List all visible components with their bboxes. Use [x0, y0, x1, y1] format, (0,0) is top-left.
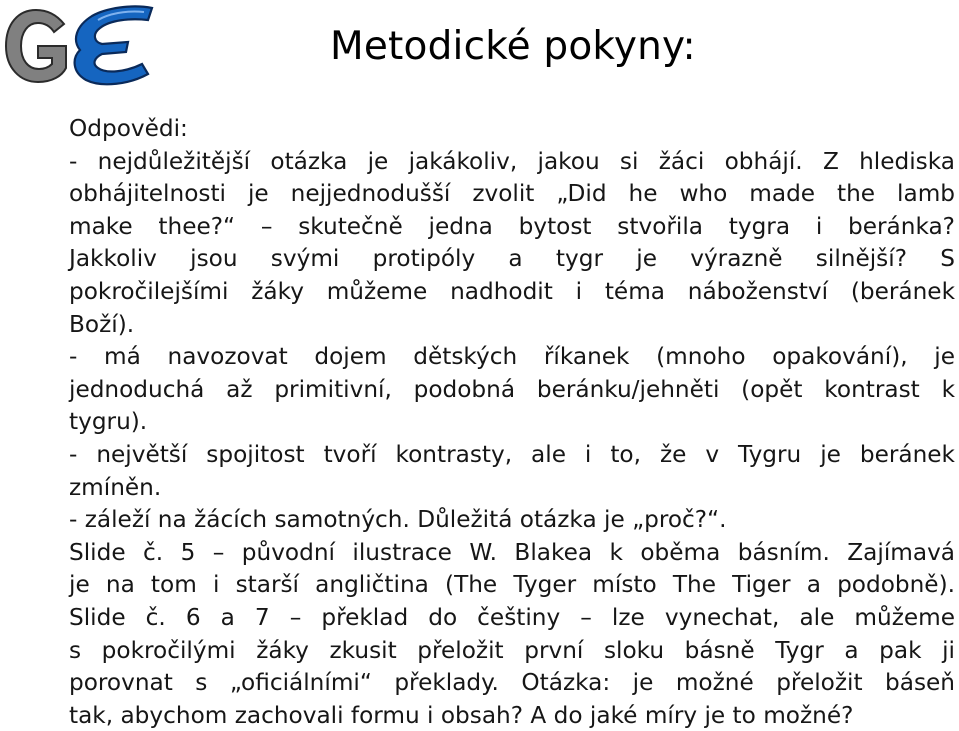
- body-text-line: tygru).: [69, 408, 148, 436]
- body-text-line: - záleží na žácích samotných. Důležitá otázka je „proč?“.: [69, 506, 727, 534]
- body-text-line: Boží).: [69, 310, 135, 338]
- body-text-line: Slide č. 5 – původní ilustrace W. Blakea k oběma básním. Zajímavá: [69, 538, 955, 566]
- logo-letter-g: [6, 10, 66, 82]
- body-text-line: - nejdůležitější otázka je jakákoliv, jakou si žáci obhájí. Z hlediska: [69, 147, 955, 175]
- body-text-line: obhájitelnosti je nejjednodušší zvolit „Did he who made the lamb: [69, 180, 955, 208]
- body-text-line: - největší spojitost tvoří kontrasty, ale i to, že v Tygru je beránek: [69, 440, 955, 468]
- body-text-line: Slide č. 6 a 7 – překlad do češtiny – lze vynechat, ale můžeme: [69, 603, 955, 631]
- body-text-line: je na tom i starší angličtina (The Tyger místo The Tiger a podobně).: [69, 571, 955, 599]
- slide-body: [69, 113, 955, 731]
- logo-letter-e: [75, 6, 152, 84]
- body-text-line: zmíněn.: [69, 473, 162, 501]
- body-text-line: pokročilejšími žáky můžeme nadhodit i téma náboženství (beránek: [69, 277, 955, 305]
- body-text-line: Jakkoliv jsou svými protipóly a tygr je výrazně silnější? S: [69, 245, 955, 273]
- body-text-line: make thee?“ – skutečně jedna bytost stvořila tygra i beránka?: [69, 212, 955, 240]
- body-text-line: - má navozovat dojem dětských říkanek (mnoho opakování), je: [69, 343, 955, 371]
- body-text-line: porovnat s „oficiálními“ překlady. Otázka: je možné přeložit báseň: [69, 669, 955, 697]
- body-text-line: tak, abychom zachovali formu i obsah? A do jaké míry je to možné?: [69, 701, 854, 729]
- slide-title: Metodické pokyny:: [330, 24, 696, 69]
- body-text-line: s pokročilými žáky zkusit přeložit první sloku básně Tygr a pak ji: [69, 636, 955, 664]
- body-text-line: jednoduchá až primitivní, podobná beránku/jehněti (opět kontrast k: [69, 375, 955, 403]
- ge-logo: [2, 2, 162, 88]
- body-text-line: Odpovědi:: [69, 115, 188, 142]
